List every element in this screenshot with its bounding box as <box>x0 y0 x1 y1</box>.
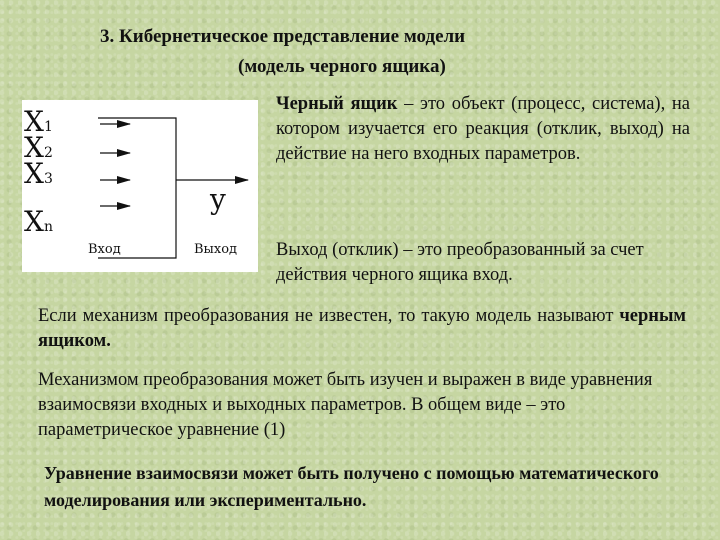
unknown-mechanism-end: . <box>106 331 111 351</box>
slide-title-line1: 3. Кибернетическое представление модели <box>100 26 466 47</box>
output-caption: Выход <box>194 242 238 257</box>
conclusion-paragraph: Уравнение взаимосвязи может быть получено с помощью математического моделирования или экспериментально. <box>44 463 659 510</box>
black-box-outline <box>98 118 176 258</box>
unknown-mechanism-paragraph <box>38 304 686 354</box>
output-definition: Выход (отклик) – это преобразованный за счет действия черного ящика вход. <box>276 240 644 285</box>
input-caption: Вход <box>88 242 121 257</box>
unknown-mechanism-text: Если механизм преобразования не известен, то такую модель называют <box>38 306 620 326</box>
black-box-definition-text: – это объект (процесс, система), на котором изучается его реакция (отклик, выход) на действие на него входных параметров. <box>276 94 690 164</box>
black-box-definition <box>276 92 690 167</box>
black-box-diagram <box>22 100 258 272</box>
output-y: y <box>210 183 226 216</box>
black-box-term-2: черным ящиком <box>38 306 686 351</box>
input-x1: X1 <box>24 105 53 138</box>
black-box-term: Черный ящик <box>276 94 398 114</box>
slide-title-line2: (модель черного ящика) <box>238 56 446 77</box>
input-x3: X3 <box>24 157 53 190</box>
input-x2: X2 <box>24 131 53 164</box>
input-xn: Xn <box>24 205 53 238</box>
mechanism-paragraph: Механизмом преобразования может быть изучен и выражен в виде уравнения взаимосвязи входных и выходных параметров. В общем виде – это параметрическое уравнение (1) <box>38 370 653 440</box>
